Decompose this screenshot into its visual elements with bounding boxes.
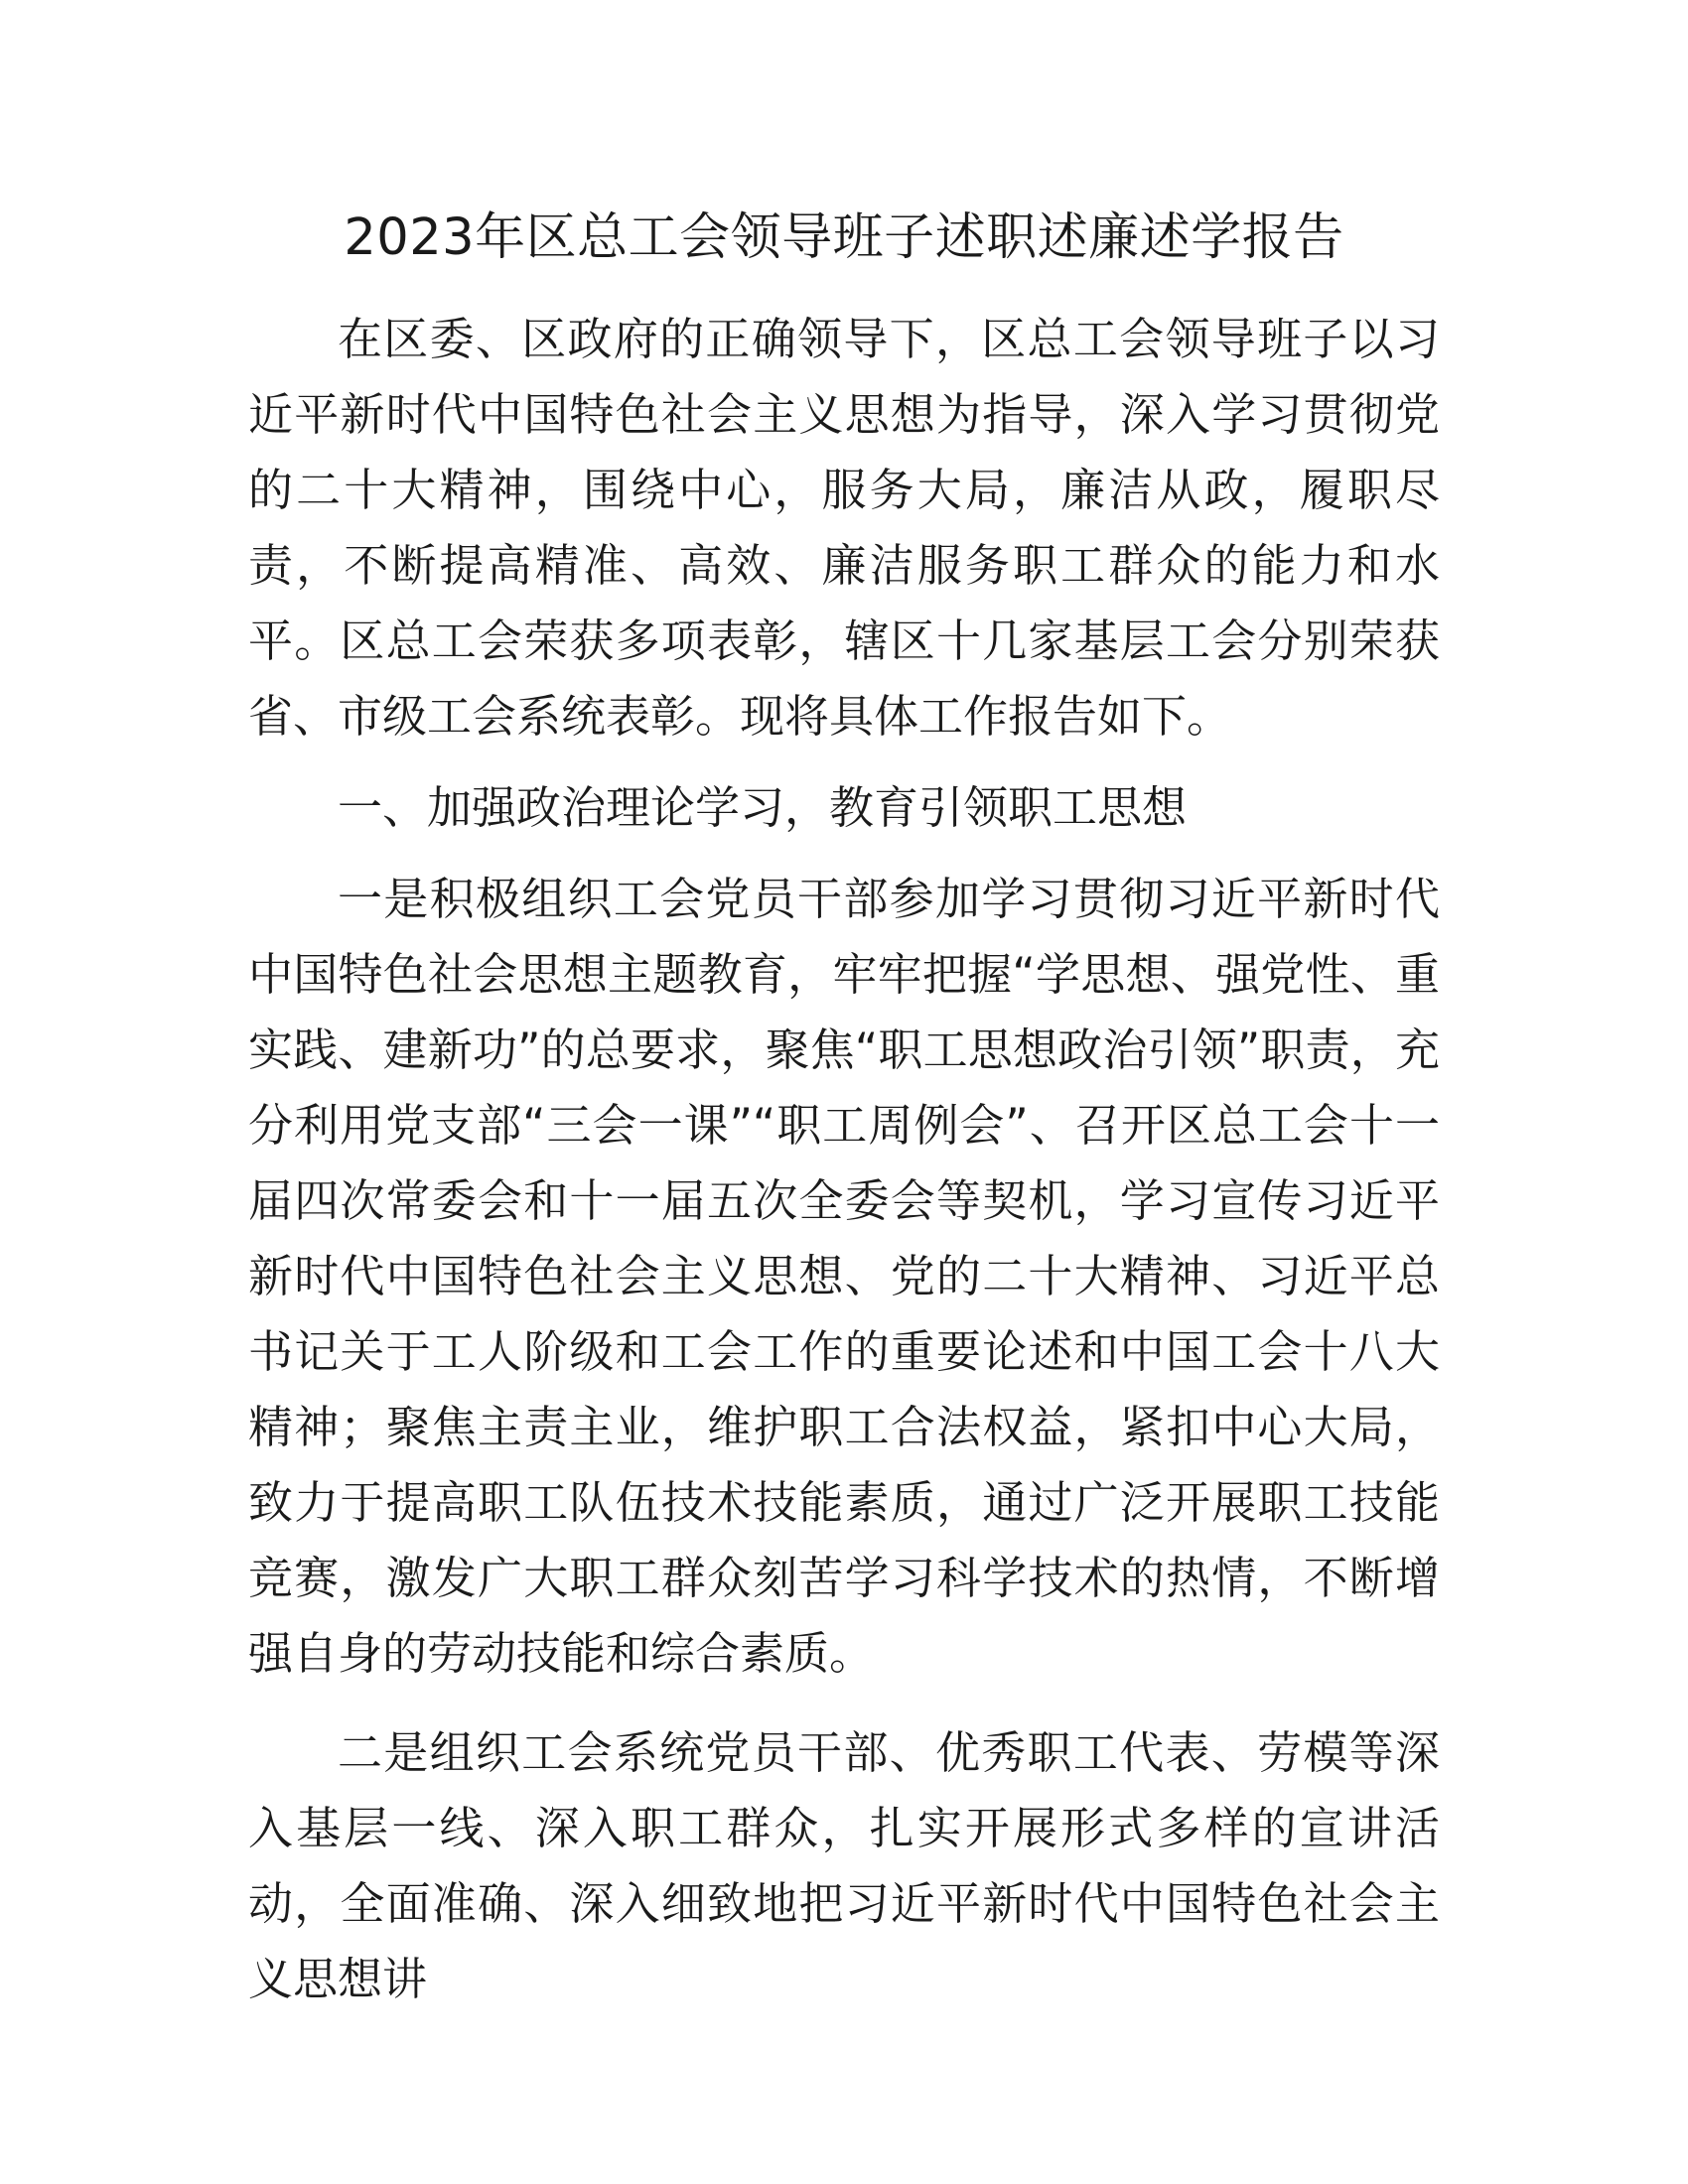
document-page: [248, 199, 1440, 2005]
document-title: 2023年区总工会领导班子述职述廉述学报告: [344, 208, 1344, 267]
section-heading: 一、加强政治理论学习，教育引领职工思想: [338, 781, 1188, 834]
intro-paragraph: 在区委、区政府的正确领导下，区总工会领导班子以习近平新时代中国特色社会主义思想为指导，深入学习贯彻党的二十大精神，围绕中心，服务大局，廉洁从政，履职尽责，不断提高精准、高效、廉洁服务职工群众的能力和水平。区总工会荣获多项表彰，辖区十几家基层工会分别荣获省、市级工会系统表彰。现将具体工作报告如下。: [248, 313, 1440, 743]
body-paragraph: 二是组织工会系统党员干部、优秀职工代表、劳模等深入基层一线、深入职工群众，扎实开展形式多样的宣讲活动，全面准确、深入细致地把习近平新时代中国特色社会主义思想讲: [248, 1726, 1440, 2005]
body-paragraph: 一是积极组织工会党员干部参加学习贯彻习近平新时代中国特色社会思想主题教育，牢牢把握“学思想、强党性、重实践、建新功”的总要求，聚焦“职工思想政治引领”职责，充分利用党支部“三会一课”“职工周例会”、召开区总工会十一届四次常委会和十一届五次全委会等契机，学习宣传习近平新时代中国特色社会主义思想、党的二十大精神、习近平总书记关于工人阶级和工会工作的重要论述和中国工会十八大精神；聚焦主责主业，维护职工合法权益，紧扣中心大局，致力于提高职工队伍技术技能素质，通过广泛开展职工技能竞赛，激发广大职工群众刻苦学习科学技术的热情，不断增强自身的劳动技能和综合素质。: [248, 873, 1440, 1680]
